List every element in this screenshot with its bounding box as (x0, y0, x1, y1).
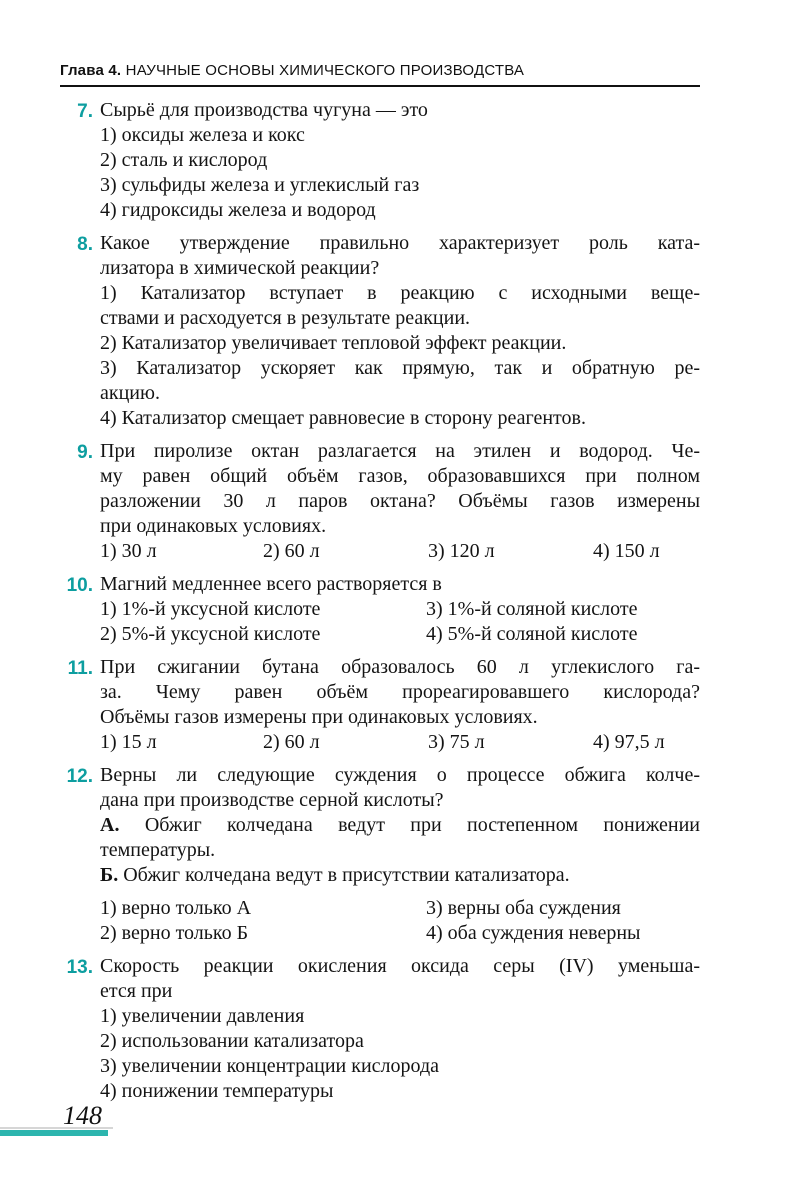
question-stem-line: дана при производстве серной кислоты? (100, 789, 444, 811)
page-number: 148 (63, 1101, 102, 1130)
statement-b-label: Б. (100, 864, 119, 886)
answer-option: 1) 15 л (100, 731, 157, 753)
statement-b-line (100, 863, 700, 888)
answer-option: 1) 30 л (100, 540, 157, 562)
answer-option: 4) 97,5 л (593, 731, 665, 753)
question-stem-line: Сырьё для производства чугуна — это (100, 99, 428, 121)
question-stem-line: за. Чему равен объём прореагировавшего кислорода? (100, 681, 700, 703)
answer-option: 4) 5%-й соляной кислоте (426, 623, 638, 645)
statement-a-text: Обжиг колчедана ведут при постепенном понижении (144, 814, 701, 836)
question-10 (58, 572, 700, 647)
question-stem-line: Скорость реакции окисления оксида серы (IV) уменьша- (100, 955, 700, 977)
answer-options-grid (100, 896, 700, 946)
question-body (100, 572, 700, 647)
answer-option: 1) 1%-й уксусной кислоте (100, 598, 321, 620)
chapter-header (60, 62, 700, 79)
answer-option-line: 3) Катализатор ускоряет как прямую, так и обратную ре- (100, 357, 700, 379)
question-8 (58, 231, 700, 431)
statement-a-line (100, 813, 700, 838)
answer-option: 3) 75 л (428, 731, 485, 753)
answer-option: 2) 60 л (263, 731, 320, 753)
answer-option: 2) верно только Б (100, 922, 249, 944)
question-stem-line: Какое утверждение правильно характеризует роль ката- (100, 232, 700, 254)
statement-b-text: Обжиг колчедана ведут в присутствии катализатора. (123, 864, 570, 886)
answer-options-grid (100, 597, 700, 647)
question-body (100, 439, 700, 564)
question-body (100, 98, 700, 223)
chapter-label: Глава 4. (60, 62, 122, 79)
answer-option: 4) понижении температуры (100, 1080, 334, 1102)
header-rule (60, 85, 700, 87)
question-stem-line: Магний медленнее всего растворяется в (100, 573, 442, 595)
question-body (100, 763, 700, 946)
answer-option: 4) гидроксиды железа и водород (100, 199, 376, 221)
question-stem-line: При пиролизе октан разлагается на этилен и водород. Че- (100, 440, 700, 462)
question-stem-line: разложении 30 л паров октана? Объёмы газов измерены (100, 490, 700, 512)
question-list (58, 98, 700, 1112)
answer-option: 3) увеличении концентрации кислорода (100, 1055, 440, 1077)
answer-option-line: 2) Катализатор увеличивает тепловой эффект реакции. (100, 332, 567, 354)
question-number: 12. (66, 766, 93, 787)
answer-option-line: 1) Катализатор вступает в реакцию с исходными веще- (100, 282, 700, 304)
answer-option: 3) верны оба суждения (426, 897, 621, 919)
answer-option: 4) 150 л (593, 540, 660, 562)
answer-option: 2) сталь и кислород (100, 149, 268, 171)
question-stem-line: Верны ли следующие суждения о процессе обжига колче- (100, 764, 700, 786)
answer-option: 3) 120 л (428, 540, 495, 562)
answer-option-line: акцию. (100, 382, 160, 404)
question-number: 9. (77, 442, 93, 463)
statement-a-line: температуры. (100, 839, 216, 861)
question-stem-line: лизатора в химической реакции? (100, 257, 380, 279)
answer-option-line: 4) Катализатор смещает равновесие в сторону реагентов. (100, 407, 586, 429)
question-number: 8. (77, 234, 93, 255)
answer-option: 4) оба суждения неверны (426, 922, 641, 944)
question-stem-line: При сжигании бутана образовалось 60 л углекислого га- (100, 656, 700, 678)
question-number: 7. (77, 101, 93, 122)
answer-option: 1) увеличении давления (100, 1005, 305, 1027)
question-stem-line: ется при (100, 980, 173, 1002)
question-body (100, 954, 700, 1104)
answer-option: 1) верно только А (100, 897, 252, 919)
question-number: 13. (66, 957, 93, 978)
answer-option: 2) использовании катализатора (100, 1030, 364, 1052)
answer-options-row (100, 730, 700, 755)
question-11 (58, 655, 700, 755)
answer-option: 2) 5%-й уксусной кислоте (100, 623, 321, 645)
question-12 (58, 763, 700, 946)
answer-option: 2) 60 л (263, 540, 320, 562)
answer-option-line: ствами и расходуется в результате реакции. (100, 307, 471, 329)
question-stem-line: при одинаковых условиях. (100, 515, 327, 537)
answer-option: 1) оксиды железа и кокс (100, 124, 305, 146)
question-body (100, 655, 700, 755)
question-7 (58, 98, 700, 223)
question-9 (58, 439, 700, 564)
question-stem-line: му равен общий объём газов, образовавшихся при полном (100, 465, 700, 487)
chapter-title: НАУЧНЫЕ ОСНОВЫ ХИМИЧЕСКОГО ПРОИЗВОДСТВА (125, 62, 525, 79)
question-13 (58, 954, 700, 1104)
question-number: 11. (67, 658, 93, 679)
question-body (100, 231, 700, 431)
answer-option: 3) 1%-й соляной кислоте (426, 598, 638, 620)
question-stem-line: Объёмы газов измерены при одинаковых условиях. (100, 706, 538, 728)
answer-options-row (100, 539, 700, 564)
question-number: 10. (66, 575, 93, 596)
answer-option: 3) сульфиды железа и углекислый газ (100, 174, 420, 196)
statement-a-label: А. (100, 814, 120, 836)
